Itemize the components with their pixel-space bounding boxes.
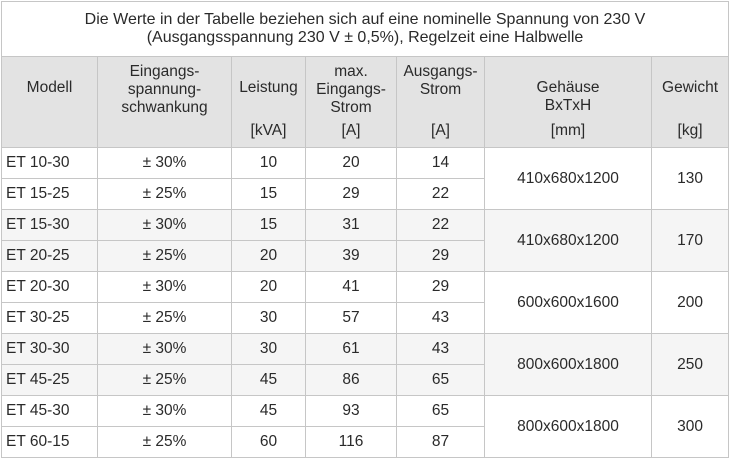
cell-ausgangsstrom: 43 [397,334,485,365]
cell-modell: ET 45-25 [2,365,98,396]
cell-leistung: 10 [232,148,306,179]
caption-row [2,2,729,57]
cell-ausgangsstrom: 65 [397,396,485,427]
header-unit: [A] [341,122,361,139]
cell-modell: ET 15-30 [2,210,98,241]
cell-leistung: 20 [232,241,306,272]
cell-gehaeuse: 800x600x1800 [485,396,652,458]
caption-line-1: Die Werte in der Tabelle beziehen sich auf eine nominelle Spannung von 230 V [84,11,646,28]
header-title: Gewicht [662,79,719,96]
cell-gewicht: 250 [652,334,729,396]
cell-schwankung: ± 30% [98,148,232,179]
header-modell [2,57,98,148]
cell-eingangsstrom: 93 [306,396,397,427]
table-row [2,210,729,241]
table-body [2,148,729,458]
cell-ausgangsstrom: 22 [397,179,485,210]
cell-eingangsstrom: 86 [306,365,397,396]
table-row [2,334,729,365]
header-gehaeuse [485,57,652,148]
cell-modell: ET 45-30 [2,396,98,427]
cell-schwankung: ± 25% [98,303,232,334]
header-eingangsstrom [306,57,397,148]
cell-eingangsstrom: 41 [306,272,397,303]
header-title: max. Eingangs- Strom [316,63,386,116]
cell-ausgangsstrom: 43 [397,303,485,334]
header-unit: [mm] [550,122,586,139]
cell-modell: ET 10-30 [2,148,98,179]
cell-schwankung: ± 25% [98,179,232,210]
cell-modell: ET 15-25 [2,179,98,210]
cell-modell: ET 30-25 [2,303,98,334]
cell-ausgangsstrom: 65 [397,365,485,396]
table-row [2,148,729,179]
cell-leistung: 45 [232,365,306,396]
cell-leistung: 60 [232,427,306,458]
cell-leistung: 15 [232,179,306,210]
cell-leistung: 20 [232,272,306,303]
header-title: Eingangs- spannung- schwankung [121,63,208,116]
cell-leistung: 15 [232,210,306,241]
cell-ausgangsstrom: 29 [397,272,485,303]
cell-schwankung: ± 25% [98,241,232,272]
cell-gehaeuse: 410x680x1200 [485,148,652,210]
cell-schwankung: ± 30% [98,210,232,241]
cell-schwankung: ± 25% [98,365,232,396]
cell-modell: ET 20-30 [2,272,98,303]
cell-schwankung: ± 30% [98,334,232,365]
cell-schwankung: ± 25% [98,427,232,458]
cell-eingangsstrom: 31 [306,210,397,241]
cell-eingangsstrom: 20 [306,148,397,179]
header-title: Ausgangs- Strom [403,63,478,98]
cell-schwankung: ± 30% [98,396,232,427]
table-caption [2,2,729,57]
header-title: Leistung [239,79,298,96]
cell-modell: ET 20-25 [2,241,98,272]
header-schwankung [98,57,232,148]
header-unit: [A] [431,122,450,139]
header-unit: [kVA] [250,122,287,139]
header-title: Gehäuse BxTxH [536,79,600,114]
table-row [2,272,729,303]
header-unit: [kg] [677,122,703,139]
cell-modell: ET 60-15 [2,427,98,458]
header-row [2,57,729,148]
cell-gewicht: 300 [652,396,729,458]
cell-gehaeuse: 800x600x1800 [485,334,652,396]
cell-gewicht: 170 [652,210,729,272]
cell-eingangsstrom: 57 [306,303,397,334]
cell-eingangsstrom: 39 [306,241,397,272]
cell-gewicht: 200 [652,272,729,334]
header-title: Modell [26,79,73,96]
cell-ausgangsstrom: 29 [397,241,485,272]
header-gewicht [652,57,729,148]
cell-ausgangsstrom: 87 [397,427,485,458]
cell-leistung: 45 [232,396,306,427]
table-row [2,396,729,427]
cell-leistung: 30 [232,303,306,334]
cell-gewicht: 130 [652,148,729,210]
caption-line-2: (Ausgangsspannung 230 V ± 0,5%), Regelzeit eine Halbwelle [146,29,584,46]
cell-schwankung: ± 30% [98,272,232,303]
header-leistung [232,57,306,148]
cell-modell: ET 30-30 [2,334,98,365]
header-ausgangsstrom [397,57,485,148]
cell-ausgangsstrom: 14 [397,148,485,179]
cell-eingangsstrom: 116 [306,427,397,458]
cell-gehaeuse: 410x680x1200 [485,210,652,272]
cell-eingangsstrom: 29 [306,179,397,210]
spec-table [1,1,729,458]
cell-gehaeuse: 600x600x1600 [485,272,652,334]
cell-leistung: 30 [232,334,306,365]
cell-ausgangsstrom: 22 [397,210,485,241]
cell-eingangsstrom: 61 [306,334,397,365]
